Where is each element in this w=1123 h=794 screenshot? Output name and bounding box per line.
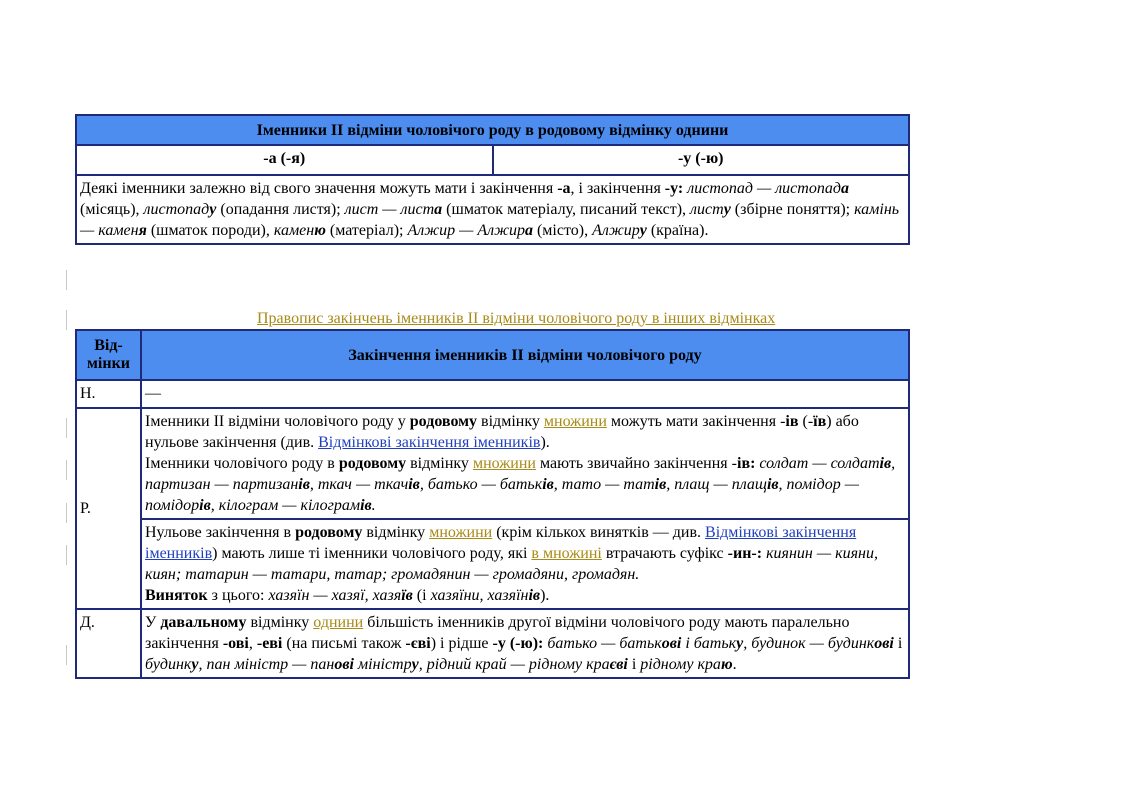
- plural-link[interactable]: множини: [472, 455, 536, 472]
- case-label-dative: Д.: [76, 609, 141, 678]
- margin-marker: [66, 545, 67, 565]
- margin-marker: [66, 503, 67, 523]
- column-u-ending: -у (-ю): [493, 145, 910, 175]
- genitive-text-2: Нульове закінчення в родовому відмінку множини (крім кількох винятків — див. Відмінкові закінчення іменників) мають лише ті іменники чоловічого роду, які в множині втрачають суфікс -ин-: киянин — кияни, киян; татарин — татари, татар; громадянин — громадяни, громадян. Виняток з цього: хазяїн — хазяї, хазяїв (і хазяїни, хазяїнів).: [141, 519, 909, 609]
- margin-marker: [66, 460, 67, 480]
- plural-link[interactable]: множини: [543, 413, 607, 430]
- genitive-text-1: Іменники II відміни чоловічого роду у родовому відмінку множини можуть мати закінчення -ів (-їв) або нульове закінчення (див. Відмінкові закінчення іменників). Іменники чоловічого роду в родовому відмінку множини мають звичайно закінчення -ів: солдат — солдатів, партизан — партизанів, ткач — ткачів, батько — батьків, тато — татів, плащ — плащів, помідор — помідорів, кілограм — кілограмів.: [141, 408, 909, 519]
- other-cases-heading-link[interactable]: Правопис закінчень іменників II відміни чоловічого роду в інших відмінках: [257, 310, 776, 327]
- case-label-nominative: Н.: [76, 380, 141, 408]
- case-endings-link[interactable]: Відмінкові закінчення іменників: [145, 524, 857, 562]
- margin-marker: [66, 310, 67, 330]
- nominative-text: —: [141, 380, 909, 408]
- case-column-header: Від-мінки: [76, 330, 141, 380]
- dative-text: У давальному відмінку однини більшість іменників другої відміни чоловічого роду мають паралельно закінчення -ові, -еві (на письмі також -єві) і рідше -у (-ю): батько — батькові і батьку, будинок — будинкові і будинку, пан міністр — панові міністру, рідний край — рідному краєві і рідному краю.: [141, 609, 909, 678]
- case-endings-link[interactable]: Відмінкові закінчення іменників: [318, 434, 541, 451]
- singular-link[interactable]: однини: [313, 614, 364, 631]
- margin-marker: [66, 645, 67, 665]
- table1-note: Деякі іменники залежно від свого значення можуть мати і закінчення -а, і закінчення -у: листопад — листопада (місяць), листопаду (опадання листя); лист — листа (шматок матеріалу, писаний текст), листу (збірне поняття); камінь — каменя (шматок породи), каменю (матеріал); Алжир — Алжира (місто), Алжиру (країна).: [76, 175, 909, 244]
- plural-link[interactable]: множини: [429, 524, 493, 541]
- endings-column-header: Закінчення іменників II відміни чоловічого роду: [141, 330, 909, 380]
- other-cases-table: [75, 329, 910, 679]
- margin-marker: [66, 270, 67, 290]
- genitive-singular-table: [75, 114, 910, 245]
- margin-marker: [66, 418, 67, 438]
- table1-title: Іменники II відміни чоловічого роду в родовому відмінку однини: [76, 115, 909, 145]
- column-a-ending: -а (-я): [76, 145, 493, 175]
- in-plural-link[interactable]: в множині: [531, 545, 602, 562]
- case-label-genitive: Р.: [76, 408, 141, 609]
